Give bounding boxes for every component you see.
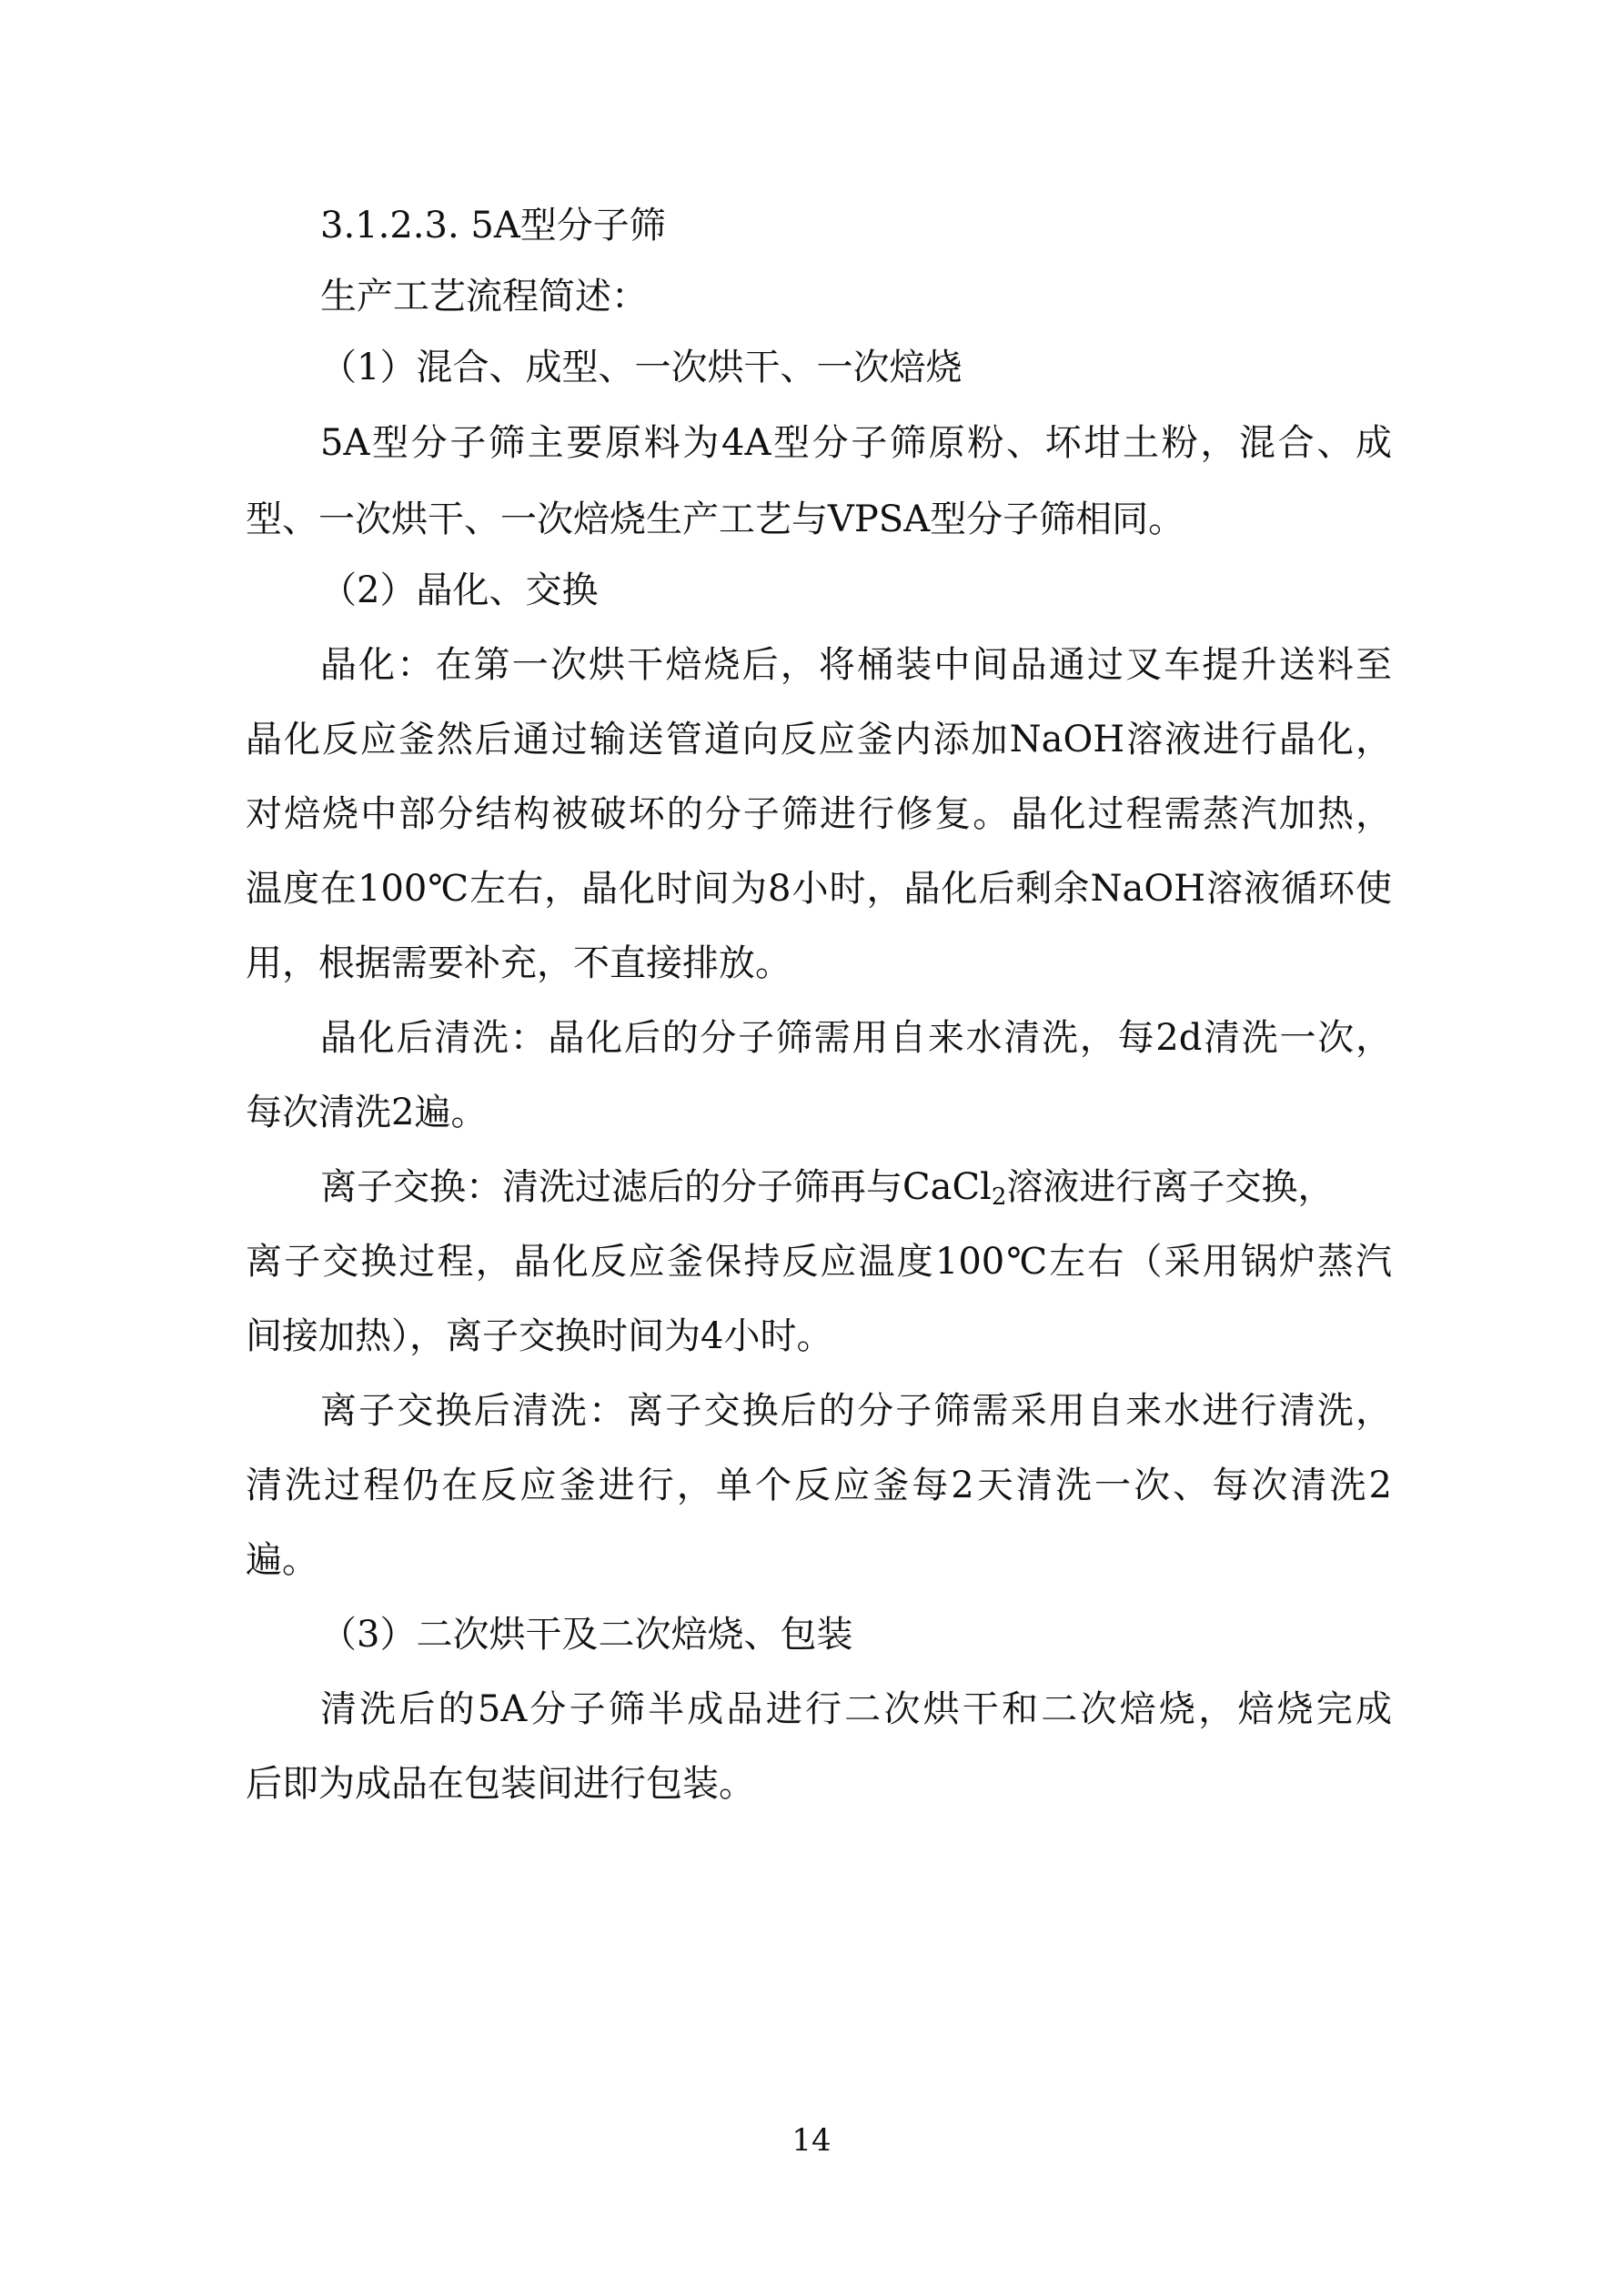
page-number: 14	[791, 2122, 832, 2159]
step2-heading: （2）晶化、交换	[320, 569, 599, 611]
paragraph-line: 后即为成品在包装间进行包装。	[246, 1763, 755, 1805]
paragraph-line: 离子交换过程，晶化反应釜保持反应温度100℃左右（采用锅炉蒸汽	[246, 1241, 1392, 1283]
paragraph-line: 用，根据需要补充，不直接排放。	[246, 942, 791, 984]
paragraph-line	[320, 1151, 1392, 1224]
paragraph-text: 离子交换：清洗过滤后的分子筛再与CaCl	[320, 1166, 992, 1208]
paragraph-line: 型、一次烘干、一次焙烧生产工艺与VPSA型分子筛相同。	[246, 498, 1185, 540]
paragraph-line: 每次清洗2遍。	[246, 1092, 488, 1133]
paragraph-text: 溶液进行离子交换，	[1006, 1166, 1335, 1208]
paragraph-line: 晶化后清洗：晶化后的分子筛需用自来水清洗，每2d清洗一次，	[320, 1017, 1392, 1059]
paragraph-line: 对焙烧中部分结构被破坏的分子筛进行修复。晶化过程需蒸汽加热，	[246, 793, 1392, 835]
paragraph-line: 温度在100℃左右，晶化时间为8小时，晶化后剩余NaOH溶液循环使	[246, 868, 1392, 910]
step3-heading: （3）二次烘干及二次焙烧、包装	[320, 1614, 853, 1656]
paragraph-line: 晶化反应釜然后通过输送管道向反应釜内添加NaOH溶液进行晶化，	[246, 719, 1392, 760]
subscript: 2	[991, 1183, 1007, 1211]
paragraph-line: 清洗过程仍在反应釜进行，单个反应釜每2天清洗一次、每次清洗2	[246, 1465, 1392, 1506]
paragraph-line: 遍。	[246, 1539, 318, 1581]
paragraph-line: 离子交换后清洗：离子交换后的分子筛需采用自来水进行清洗，	[320, 1390, 1392, 1432]
step1-heading: （1）混合、成型、一次烘干、一次焙烧	[320, 347, 963, 388]
paragraph-line: 晶化：在第一次烘干焙烧后，将桶装中间品通过叉车提升送料至	[320, 644, 1392, 686]
paragraph-line: 5A型分子筛主要原料为4A型分子筛原粉、坏坩土粉，混合、成	[320, 422, 1392, 464]
section-heading: 3.1.2.3. 5A型分子筛	[320, 205, 666, 247]
overview-label: 生产工艺流程简述：	[320, 276, 648, 317]
paragraph-line: 清洗后的5A分子筛半成品进行二次烘干和二次焙烧，焙烧完成	[320, 1688, 1392, 1730]
paragraph-line: 间接加热），离子交换时间为4小时。	[246, 1315, 833, 1357]
